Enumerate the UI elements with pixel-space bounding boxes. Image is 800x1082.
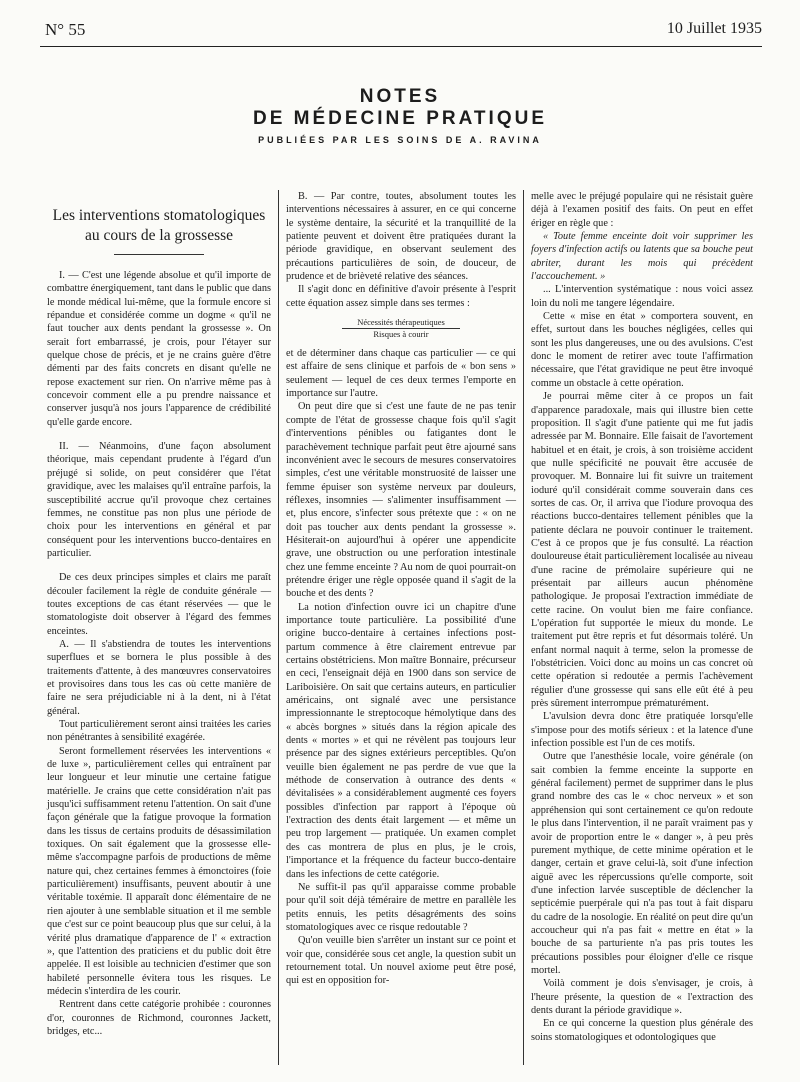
equation-denominator: Risques à courir: [373, 329, 429, 340]
paragraph: « Toute femme enceinte doit voir supprimer les foyers d'infection actifs ou latents que sa bouche peut abriter, durant les mois qui précèdent l'accouchement. »: [531, 231, 753, 283]
paragraph: Il s'agit donc en définitive d'avoir présente à l'esprit cette équation assez simple dans ses termes :: [286, 284, 516, 309]
masthead-title-line2: DE MÉDECINE PRATIQUE: [252, 108, 547, 129]
paragraph: La notion d'infection ouvre ici un chapitre d'une importance toute particulière. La possibilité d'une origine bucco-dentaire à certaines infections post-partum commence à être clairement entrevue par certains obstétriciens. Mon maître Bonnaire, précurseur en ceci, l'enseignait déjà en 1900 dans son service de Lariboisière. On sait que certains auteurs, en particulier américains, ont signalé avec une persistance impressionnante le streptocoque hémolytique dans des « abcès borgnes » situés dans la région apicale des dents « mortes » et qui ne révèlent pas toujours leur présence par des signes extérieurs perceptibles. Qu'on veuille bien également ne pas perdre de vue que la méthode de conservation à outrance des dents « dévitalisées » a considérablement augmenté ces foyers possibles d'infection par rapport à l'époque où l'extraction des dents était largement — et même un peu trop largement — pratiquée. Un examen complet des cas montrera de plus en plus, je le crois, l'importance et la fréquence du facteur bucco-dentaire dans les infections de cette catégorie.: [286, 601, 516, 880]
paragraph: Je pourrai même citer à ce propos un fait d'apparence paradoxale, mais qui illustre bien cette proposition. Il s'agit d'une patiente qui me fut jadis adressée par M. Bonnaire. Elle faisait de l'avortement habituel et en était, je crois, à son troisième accident que nulle spécificité ne pouvait être accusée de provoquer. M. Bonnaire lui fit suivre un traitement ioduré qu'il considérait comme souverain dans ces sortes de cas. Or, il arriva que l'iodure provoqua des réactions bucco-dentaires tellement pénibles que la patiente déclara ne pouvoir continuer le traitement. C'est à ce propos que je fus consulté. La réaction douloureuse était particulièrement localisée au niveau d'une racine de prémolaire supérieure qui ne présentait par ailleurs aucun phénomène pathologique. Je proposai l'extraction immédiate de cette racine. On voulut bien me faire confiance. L'opération fut supportée le mieux du monde. Le traitement put être repris et fut désormais toléré. Un enfant normal naquit à terme, selon la promesse de l'obstétricien. Voici donc au moins un cas concret où cette opération si redoutée a permis l'achèvement régulier d'une grossesse qui sans elle eût été à peu près sûrement interrompue prématurément.: [531, 391, 753, 710]
paragraph: Voilà comment je dois s'envisager, je crois, à l'heure présente, la question de « l'extraction des dents durant la période gravidique ».: [531, 978, 753, 1016]
article-title: [47, 206, 271, 246]
paragraph: En ce qui concerne la question plus générale des soins stomatologiques et odontologiques que: [531, 1018, 753, 1043]
paragraph: Qu'on veuille bien s'arrêter un instant sur ce point et voir que, considérée sous cet angle, la question subit un retournement total. Un nouvel axiome peut être posé, qui est en opposition for-: [286, 935, 516, 987]
masthead-title-line1: NOTES: [359, 86, 441, 107]
column-rule-right: [523, 190, 524, 1065]
issue-date: 10 Juillet 1935: [666, 20, 762, 37]
paragraph: On peut dire que si c'est une faute de ne pas tenir compte de l'état de grossesse chaque fois qu'il s'agit d'interventions pénibles ou fatigantes dont le parachèvement technique parfait peut être ajourné sans inconvénient avec le secours de mesures conservatoires simples, c'est une véritable monstruosité de laisser une femme épuiser son système nerveux par douleurs, réflexes, insomnies — s'alimenter insuffisamment — et, plus encore, s'infecter sous prétexte que : « on ne doit pas toucher aux dents pendant la grossesse ». Hésiterait-on aujourd'hui à opérer une appendicite grave, une obstruction ou une perforation intestinale chez une femme enceinte ? Au nom de quoi pourrait-on prétendre ériger une règle opposée quand il s'agit de la bouche et des dents ?: [286, 401, 516, 600]
article-title-line2: au cours de la grossesse: [84, 227, 234, 244]
column-rule-left: [278, 190, 279, 1065]
paragraph: I. — C'est une légende absolue et qu'il importe de combattre énergiquement, tant dans le public que dans le monde médical lui-même, que la formule encore si répandue et considérée comme un dogme « qu'il ne faut toucher aux dents pendant la grossesse ». On serait fort embarrassé, je crois, pour l'étayer sur quelque chose de précis, et je ne crains guère d'être démenti par des faits concrets en disant qu'elle ne repose exactement sur rien. On n'arrive même pas à concevoir comment elle a pu prendre naissance et conserver jusqu'à nos jours l'apparence de crédibilité qu'elle garde encore.: [47, 270, 271, 428]
paragraph: melle avec le préjugé populaire qui ne résistait guère déjà à l'examen positif des faits. On peut en effet ériger en règle que :: [531, 191, 753, 229]
paragraph: II. — Néanmoins, d'une façon absolument théorique, mais cependant prudente à l'égard d'un préjugé si solide, on peut considérer que l'état gravidique, avec les malaises qu'il entraîne parfois, la susceptibilité accrue qu'il provoque chez certaines femmes, ne constitue pas non plus une période de choix pour les interventions en général et par conséquent pour les interventions bucco-dentaires en particulier.: [47, 441, 271, 559]
header-rule: [40, 46, 762, 47]
column-3: [531, 190, 753, 1044]
paragraph: et de déterminer dans chaque cas particulier — ce qui est affaire de sens clinique et parfois de « bon sens » seulement — lequel de ces deux termes l'emporte en importance sur l'autre.: [286, 348, 516, 400]
paragraph: L'avulsion devra donc être pratiquée lorsqu'elle s'impose pour des motifs sérieux : et la latence d'une infection possible est l'un de ces motifs.: [531, 711, 753, 750]
paragraph: Cette « mise en état » comportera souvent, en effet, surtout dans les bouches négligées, celles qui sont les plus dangereuses, une ou des avulsions. C'est donc le moment de retirer avec toute l'affirmation nécessaire, que l'état gravidique ne peut être invoqué comme un obstacle à cette opération.: [531, 311, 753, 389]
column-2: [286, 190, 516, 988]
title-rule: [114, 254, 204, 255]
equation-numerator: Nécessités thérapeutiques: [342, 317, 460, 329]
article-title-line1: Les interventions stomatologiques: [52, 207, 266, 224]
paragraph: Seront formellement réservées les interventions « de luxe », particulièrement celles qui entraînent par leur longueur et leur minutie une certaine fatigue matérielle. Je crains que cette considération n'ait pas jusqu'ici suffisamment retenu l'attention. On sait d'une façon générale que la fatigue provoque la formation dans les tissus de certains produits de désassimilation toxiques. On sait également que la grossesse elle-même s'accompagne parfois de productions de même nature qui, chez certaines femmes à émonctoires (foie particulièrement) insuffisants, peuvent aboutir à une véritable toxémie. Il apparaît donc élémentaire de ne rien ajouter à une semblable situation et il me semble que c'est sur ce point beaucoup plus que sur celui, à la vérité plus dramatique d'apparence de l' « extraction », que l'attention des praticiens et du public doit être appelée. Il est loisible au technicien d'estimer que son habileté personnelle évitera tous les risques. Le médecin s'interdira de les courir.: [47, 745, 271, 997]
paragraph: Rentrent dans cette catégorie prohibée : couronnes d'or, couronnes de Richmond, couronnes Jackett, bridges, etc...: [47, 999, 271, 1037]
paragraph: Outre que l'anesthésie locale, voire générale (on sait combien la femme enceinte la supporte en général facilement) permet de supprimer dans le plus grand nombre des cas le « choc nerveux » et son appréhension qui sont certainement ce qu'on redoute le plus dans l'intervention, il ne paraît vraiment pas y avoir de proportion entre le « danger », à peu près purement mythique, de cette minime opération et le danger, certain et grave celui-là, soit d'une infection aiguë avec les répercussions qu'elle comporte, soit d'une infection larvée susceptible de déclencher la septicémie puerpérale qui n'a pas tout à fait disparu du cadre de la nosologie. En réalité on peut dire qu'un accoucheur qui n'a pas fait « mettre en état » la bouche de sa parturiente n'a pas pris toutes les précautions possibles pour éloigner d'elle ce risque mortel.: [531, 751, 753, 976]
masthead-subtitle: PUBLIÉES PAR LES SOINS DE A. RAVINA: [258, 135, 542, 145]
issue-number: N° 55: [45, 20, 86, 39]
paragraph: B. — Par contre, toutes, absolument toutes les interventions nécessaires à assurer, en ce qui concerne le système dentaire, la sécurité et la tranquillité de la patiente peuvent et doivent être pratiquées durant la période gravidique, en observant seulement des précautions particulières de soin, de douceur, de prudence et de brièveté relative des séances.: [286, 191, 516, 283]
masthead: [0, 86, 800, 145]
equation-box: [342, 317, 460, 340]
column-1: [47, 190, 271, 1038]
paragraph: ... L'intervention systématique : nous voici assez loin du noli me tangere légendaire.: [531, 284, 753, 309]
paragraph: Ne suffit-il pas qu'il apparaisse comme probable pour qu'il soit déjà téméraire de mettre en parallèle les petits ennuis, les petits désagréments des soins stomatologiques avec ce risque redoutable ?: [286, 881, 516, 933]
paragraph: A. — Il s'abstiendra de toutes les interventions superflues et se bornera le plus possible à des traitements d'attente, à des manœuvres conservatoires et provisoires dans tous les cas où cette manière de faire ne sera préjudiciable ni à la dent, ni à l'état général.: [47, 638, 271, 717]
paragraph: De ces deux principes simples et clairs me paraît découler facilement la règle de conduite générale — toutes exceptions de cas étant réservées — que le stomatologiste doit observer à l'égard des femmes enceintes.: [47, 572, 271, 637]
paragraph: Tout particulièrement seront ainsi traitées les caries non pénétrantes à sensibilité exagérée.: [47, 719, 271, 744]
